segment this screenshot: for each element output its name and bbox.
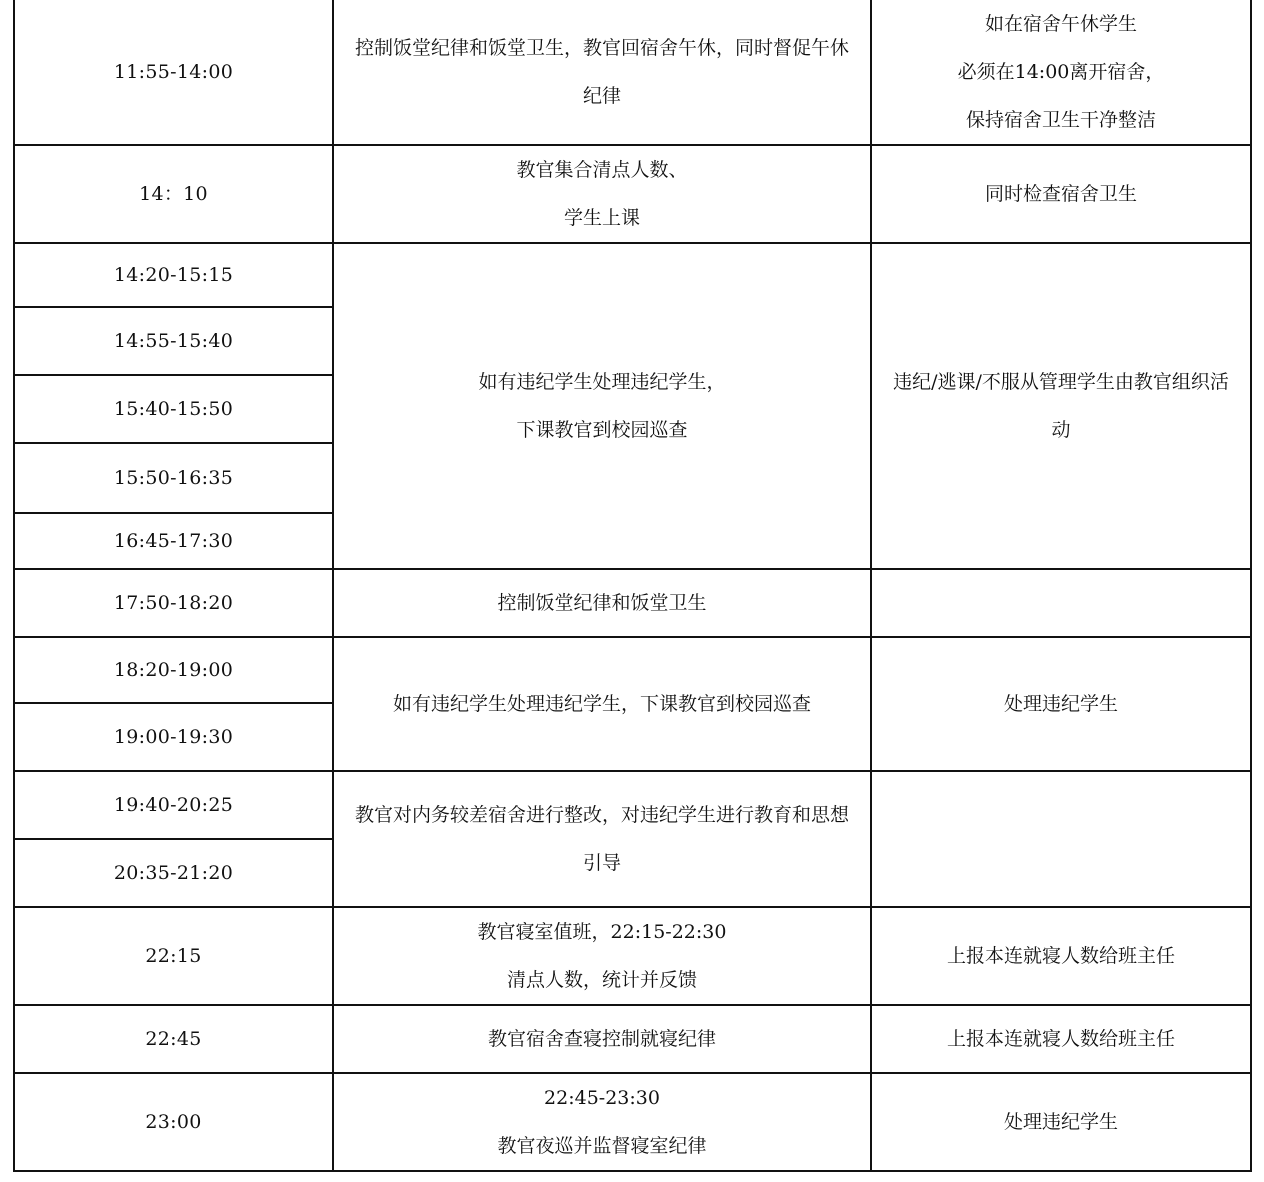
note-cell: 同时检查宿舍卫生 — [871, 145, 1251, 243]
note-cell — [871, 0, 1251, 145]
duty-cell: 控制饭堂纪律和饭堂卫生 — [333, 569, 871, 637]
time-cell: 14:20-15:15 — [14, 243, 333, 307]
duty-cell — [333, 907, 871, 1005]
time-cell: 16:45-17:30 — [14, 513, 333, 569]
note-cell — [871, 569, 1251, 637]
note-cell — [871, 243, 1251, 569]
duty-line: 下课教官到校园巡查 — [516, 419, 688, 441]
note-cell: 上报本连就寝人数给班主任 — [871, 1005, 1251, 1073]
time-cell: 14：10 — [14, 145, 333, 243]
time-cell: 20:35-21:20 — [14, 839, 333, 907]
time-cell: 11:55-14:00 — [14, 0, 333, 145]
time-cell: 14:55-15:40 — [14, 307, 333, 375]
duty-cell — [333, 243, 871, 569]
time-cell: 19:40-20:25 — [14, 771, 333, 839]
note-text: 违纪/逃课/不服从管理学生由教官组织活动 — [893, 371, 1229, 441]
duty-text: 控制饭堂纪律和饭堂卫生，教官回宿舍午休，同时督促午休纪律 — [354, 37, 849, 107]
table-row — [14, 771, 1251, 839]
table-row — [14, 1073, 1251, 1171]
time-cell: 17:50-18:20 — [14, 569, 333, 637]
table-row — [14, 569, 1251, 637]
note-line: 保持宿舍卫生干净整洁 — [965, 109, 1156, 131]
note-cell: 处理违纪学生 — [871, 1073, 1251, 1171]
time-cell: 15:40-15:50 — [14, 375, 333, 443]
table-row — [14, 243, 1251, 307]
duty-cell — [333, 771, 871, 907]
duty-line: 清点人数，统计并反馈 — [506, 969, 697, 991]
duty-cell — [333, 145, 871, 243]
schedule-table — [13, 0, 1252, 1172]
duty-cell: 教官宿舍查寝控制就寝纪律 — [333, 1005, 871, 1073]
duty-line: 如有违纪学生处理违纪学生， — [478, 371, 726, 393]
note-cell: 处理违纪学生 — [871, 637, 1251, 771]
duty-line: 教官夜巡并监督寝室纪律 — [497, 1135, 707, 1157]
duty-text: 教官对内务较差宿舍进行整改，对违纪学生进行教育和思想引导 — [354, 804, 849, 874]
time-cell: 22:45 — [14, 1005, 333, 1073]
duty-line: 教官集合清点人数、 — [516, 159, 688, 181]
duty-cell — [333, 0, 871, 145]
duty-cell — [333, 1073, 871, 1171]
table-row — [14, 145, 1251, 243]
time-cell: 15:50-16:35 — [14, 443, 333, 513]
time-cell: 19:00-19:30 — [14, 703, 333, 771]
duty-line: 学生上课 — [563, 207, 640, 229]
note-line: 必须在14:00离开宿舍， — [957, 61, 1165, 83]
time-cell: 23:00 — [14, 1073, 333, 1171]
table-row — [14, 1005, 1251, 1073]
note-cell: 上报本连就寝人数给班主任 — [871, 907, 1251, 1005]
duty-line: 22:45-23:30 — [544, 1087, 660, 1109]
note-cell — [871, 771, 1251, 907]
note-line: 如在宿舍午休学生 — [984, 13, 1137, 35]
duty-cell: 如有违纪学生处理违纪学生，下课教官到校园巡查 — [333, 637, 871, 771]
table-row — [14, 907, 1251, 1005]
table-row — [14, 637, 1251, 703]
duty-line: 教官寝室值班，22:15-22:30 — [477, 921, 727, 943]
time-cell: 22:15 — [14, 907, 333, 1005]
time-cell: 18:20-19:00 — [14, 637, 333, 703]
table-row — [14, 0, 1251, 145]
